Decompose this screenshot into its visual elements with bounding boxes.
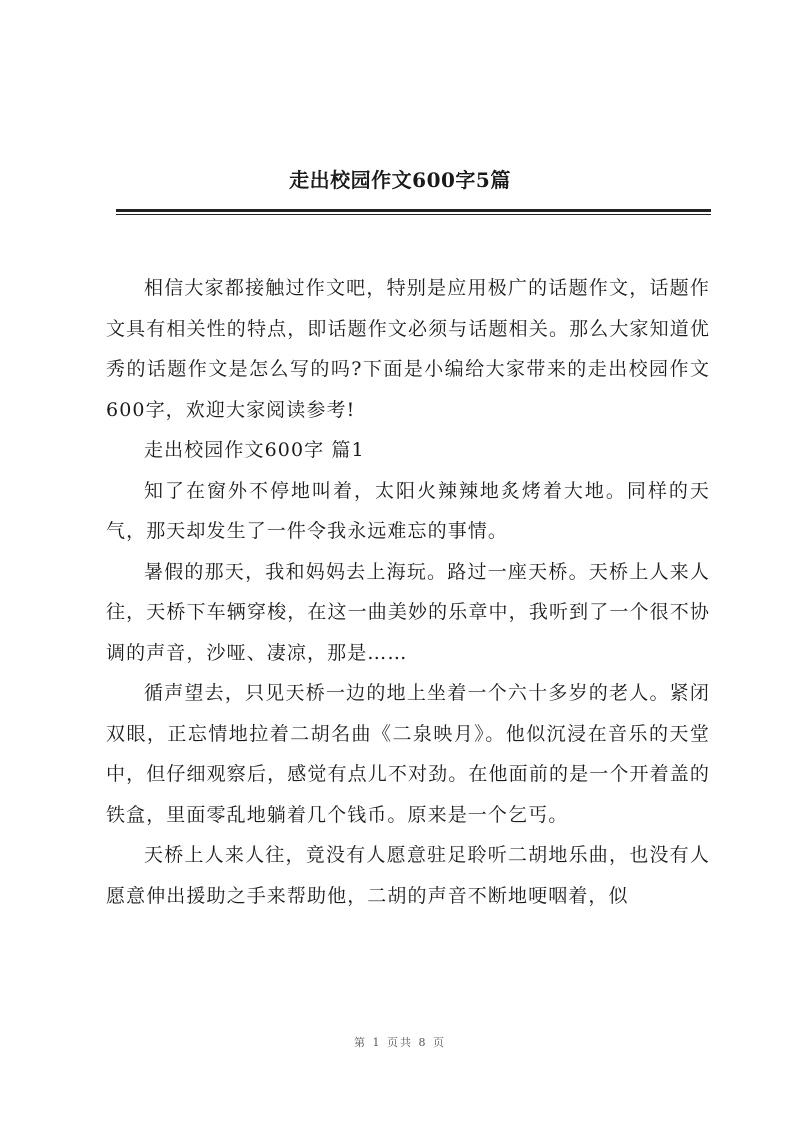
title-divider (116, 209, 711, 212)
page-number-footer: 第 1 页共 8 页 (354, 1036, 446, 1049)
section-heading: 走出校园作文600字 篇1 (144, 439, 365, 461)
body-paragraph: 知了在窗外不停地叫着，太阳火辣辣地炙烤着大地。同样的天气，那天却发生了一件令我永远难忘的事情。 (106, 479, 710, 542)
body-paragraph: 暑假的那天，我和妈妈去上海玩。路过一座天桥。天桥上人来人往，天桥下车辆穿梭，在这一曲美妙的乐章中，我听到了一个很不协调的声音，沙哑、凄凉，那是…… (106, 560, 710, 664)
body-paragraph: 循声望去，只见天桥一边的地上坐着一个六十多岁的老人。紧闭双眼，正忘情地拉着二胡名曲《二泉映月》。他似沉浸在音乐的天堂中，但仔细观察后，感觉有点儿不对劲。在他面前的是一个开着盖的铁盒，里面零乱地躺着几个钱币。原来是一个乞丐。 (106, 682, 710, 826)
document-title: 走出校园作文600字5篇 (289, 168, 511, 192)
intro-paragraph: 相信大家都接触过作文吧，特别是应用极广的话题作文，话题作文具有相关性的特点，即话题作文必须与话题相关。那么大家知道优秀的话题作文是怎么写的吗?下面是小编给大家带来的走出校园作文600字，欢迎大家阅读参考! (106, 277, 710, 421)
body-paragraph: 天桥上人来人往，竟没有人愿意驻足聆听二胡地乐曲，也没有人愿意伸出援助之手来帮助他，二胡的声音不断地哽咽着，似 (106, 844, 710, 907)
document-body (106, 268, 710, 916)
